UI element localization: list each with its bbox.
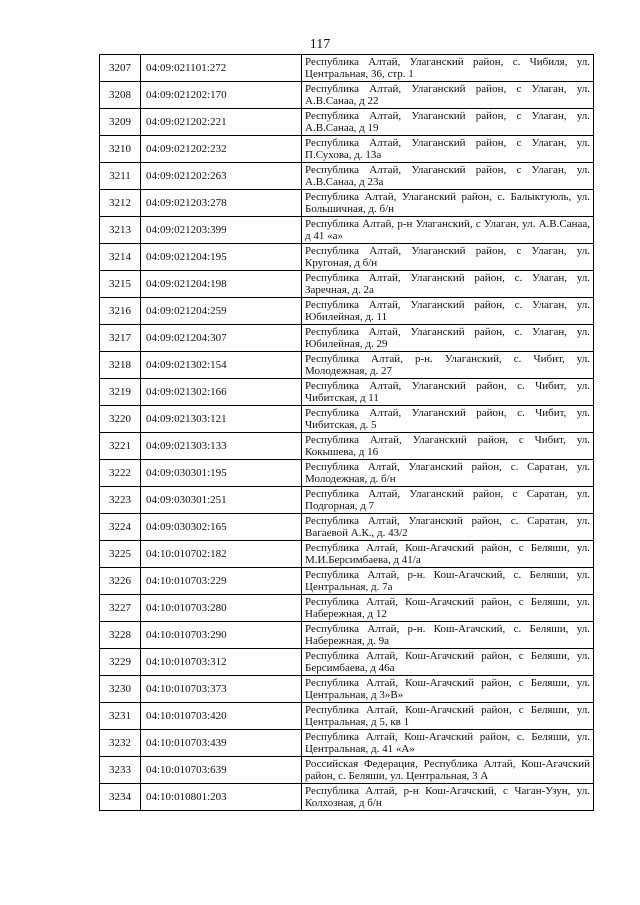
row-number-cell: 3217 [100,325,141,352]
cadastral-number-cell: 04:09:021202:221 [141,109,302,136]
row-number-cell: 3232 [100,730,141,757]
table-row [100,622,594,649]
cadastral-number-cell: 04:09:021203:278 [141,190,302,217]
table-row [100,217,594,244]
row-number-cell: 3226 [100,568,141,595]
address-cell: Республика Алтай, Кош-Агачский район, с Беляши, ул. Центральная, д 5, кв 1 [302,703,594,730]
cadastral-number-cell: 04:09:021202:232 [141,136,302,163]
table-row [100,757,594,784]
table-row [100,649,594,676]
address-cell: Республика Алтай, Улаганский район, с Улаган, ул. А.В.Санаа, д 19 [302,109,594,136]
address-cell: Республика Алтай, Улаганский район, с Саратан, ул. Подгорная, д 7 [302,487,594,514]
table-row [100,109,594,136]
cadastral-number-cell: 04:10:010703:229 [141,568,302,595]
row-number-cell: 3231 [100,703,141,730]
row-number-cell: 3233 [100,757,141,784]
cadastral-number-cell: 04:10:010801:203 [141,784,302,811]
address-cell: Республика Алтай, Улаганский район, с. Балыктуюль, ул. Большичная, д. б/н [302,190,594,217]
table-row [100,352,594,379]
address-cell: Республика Алтай, Улаганский район, с. Улаган, ул. Юбилейная, д. 11 [302,298,594,325]
row-number-cell: 3214 [100,244,141,271]
cadastral-number-cell: 04:10:010702:182 [141,541,302,568]
row-number-cell: 3211 [100,163,141,190]
table-row [100,271,594,298]
address-cell: Республика Алтай, р-н. Кош-Агачский, с. Беляши, ул. Центральная, д. 7а [302,568,594,595]
cadastral-number-cell: 04:10:010703:280 [141,595,302,622]
cadastral-number-cell: 04:10:010703:420 [141,703,302,730]
cadastral-number-cell: 04:09:021204:198 [141,271,302,298]
table-row [100,784,594,811]
row-number-cell: 3224 [100,514,141,541]
cadastral-number-cell: 04:10:010703:373 [141,676,302,703]
cadastral-number-cell: 04:09:021202:170 [141,82,302,109]
cadastral-number-cell: 04:09:021303:133 [141,433,302,460]
cadastral-number-cell: 04:09:021203:399 [141,217,302,244]
address-cell: Республика Алтай, Улаганский район, с. Саратан, ул. Молодежная, д. б/н [302,460,594,487]
address-cell: Республика Алтай, Кош-Агачский район, с. Беляши, ул. Центральная, д. 41 «А» [302,730,594,757]
row-number-cell: 3207 [100,55,141,82]
row-number-cell: 3220 [100,406,141,433]
table-row [100,190,594,217]
row-number-cell: 3234 [100,784,141,811]
address-cell: Республика Алтай, р-н. Кош-Агачский, с. Беляши, ул. Набережная, д. 9а [302,622,594,649]
row-number-cell: 3230 [100,676,141,703]
table-row [100,568,594,595]
address-cell: Республика Алтай, Улаганский район, с Улаган, ул. Кругоная, д б/н [302,244,594,271]
table-row [100,460,594,487]
address-cell: Республика Алтай, Кош-Агачский район, с Беляши, ул. М.И.Берсимбаева, д 41/а [302,541,594,568]
cadastral-number-cell: 04:09:030301:195 [141,460,302,487]
table-row [100,82,594,109]
table-row [100,244,594,271]
table-row [100,595,594,622]
address-cell: Республика Алтай, Кош-Агачский район, с Беляши, ул. Набережная, д 12 [302,595,594,622]
cadastral-number-cell: 04:09:030301:251 [141,487,302,514]
table-row [100,730,594,757]
cadastral-number-cell: 04:09:021204:195 [141,244,302,271]
address-cell: Республика Алтай, Улаганский район, с Улаган, ул. А.В.Санаа, д 22 [302,82,594,109]
row-number-cell: 3222 [100,460,141,487]
table-row [100,406,594,433]
row-number-cell: 3216 [100,298,141,325]
table-row [100,514,594,541]
cadastral-number-cell: 04:10:010703:312 [141,649,302,676]
address-cell: Республика Алтай, Улаганский район, с. Чибит, ул. Чибитская, д. 5 [302,406,594,433]
address-cell: Республика Алтай, Улаганский район, с Чибит, ул. Кокышева, д 16 [302,433,594,460]
table-row [100,487,594,514]
address-cell: Республика Алтай, Кош-Агачский район, с Беляши, ул. Центральная, д 3»В» [302,676,594,703]
address-cell: Республика Алтай, Кош-Агачский район, с Беляши, ул. Берсимбаева, д 46а [302,649,594,676]
cadastral-number-cell: 04:09:021204:259 [141,298,302,325]
row-number-cell: 3229 [100,649,141,676]
row-number-cell: 3213 [100,217,141,244]
cadastral-number-cell: 04:09:021302:154 [141,352,302,379]
row-number-cell: 3219 [100,379,141,406]
row-number-cell: 3208 [100,82,141,109]
page-number: 117 [309,37,331,52]
row-number-cell: 3225 [100,541,141,568]
cadastral-number-cell: 04:09:021202:263 [141,163,302,190]
address-cell: Республика Алтай, Улаганский район, с. Улаган, ул. Юбилейная, д. 29 [302,325,594,352]
address-cell: Республика Алтай, Улаганский район, с. Чибиля, ул. Центральная, 36, стр. 1 [302,55,594,82]
table-row [100,163,594,190]
cadastral-number-cell: 04:09:021101:272 [141,55,302,82]
address-cell: Российская Федерация, Республика Алтай, Кош-Агачский район, с. Беляши, ул. Центральная, 3 А [302,757,594,784]
table-row [100,541,594,568]
address-cell: Республика Алтай, р-н Улаганский, с Улаган, ул. А.В.Санаа, д 41 «а» [302,217,594,244]
address-cell: Республика Алтай, р-н Кош-Агачский, с Чаган-Узун, ул. Колхозная, д б/н [302,784,594,811]
row-number-cell: 3223 [100,487,141,514]
row-number-cell: 3218 [100,352,141,379]
row-number-cell: 3210 [100,136,141,163]
table-row [100,433,594,460]
address-cell: Республика Алтай, Улаганский район, с Улаган, ул. П.Сухова, д. 13а [302,136,594,163]
cadastral-number-cell: 04:10:010703:639 [141,757,302,784]
table-row [100,55,594,82]
address-cell: Республика Алтай, Улаганский район, с Улаган, ул. А.В.Санаа, д 23а [302,163,594,190]
address-cell: Республика Алтай, Улаганский район, с. Чибит, ул. Чибитская, д 11 [302,379,594,406]
table-row [100,379,594,406]
row-number-cell: 3209 [100,109,141,136]
table-row [100,136,594,163]
table-row [100,676,594,703]
registry-table [99,54,594,811]
table-row [100,298,594,325]
address-cell: Республика Алтай, Улаганский район, с. Саратан, ул. Вагаевой А.К., д. 43/2 [302,514,594,541]
address-cell: Республика Алтай, р-н. Улаганский, с. Чибит, ул. Молодежная, д. 27 [302,352,594,379]
row-number-cell: 3221 [100,433,141,460]
address-cell: Республика Алтай, Улаганский район, с. Улаган, ул. Заречная, д. 2а [302,271,594,298]
row-number-cell: 3227 [100,595,141,622]
table-row [100,703,594,730]
cadastral-number-cell: 04:09:030302:165 [141,514,302,541]
row-number-cell: 3215 [100,271,141,298]
cadastral-number-cell: 04:10:010703:290 [141,622,302,649]
cadastral-number-cell: 04:09:021204:307 [141,325,302,352]
cadastral-number-cell: 04:10:010703:439 [141,730,302,757]
row-number-cell: 3212 [100,190,141,217]
row-number-cell: 3228 [100,622,141,649]
table-row [100,325,594,352]
cadastral-number-cell: 04:09:021303:121 [141,406,302,433]
cadastral-number-cell: 04:09:021302:166 [141,379,302,406]
registry-body [100,55,594,811]
